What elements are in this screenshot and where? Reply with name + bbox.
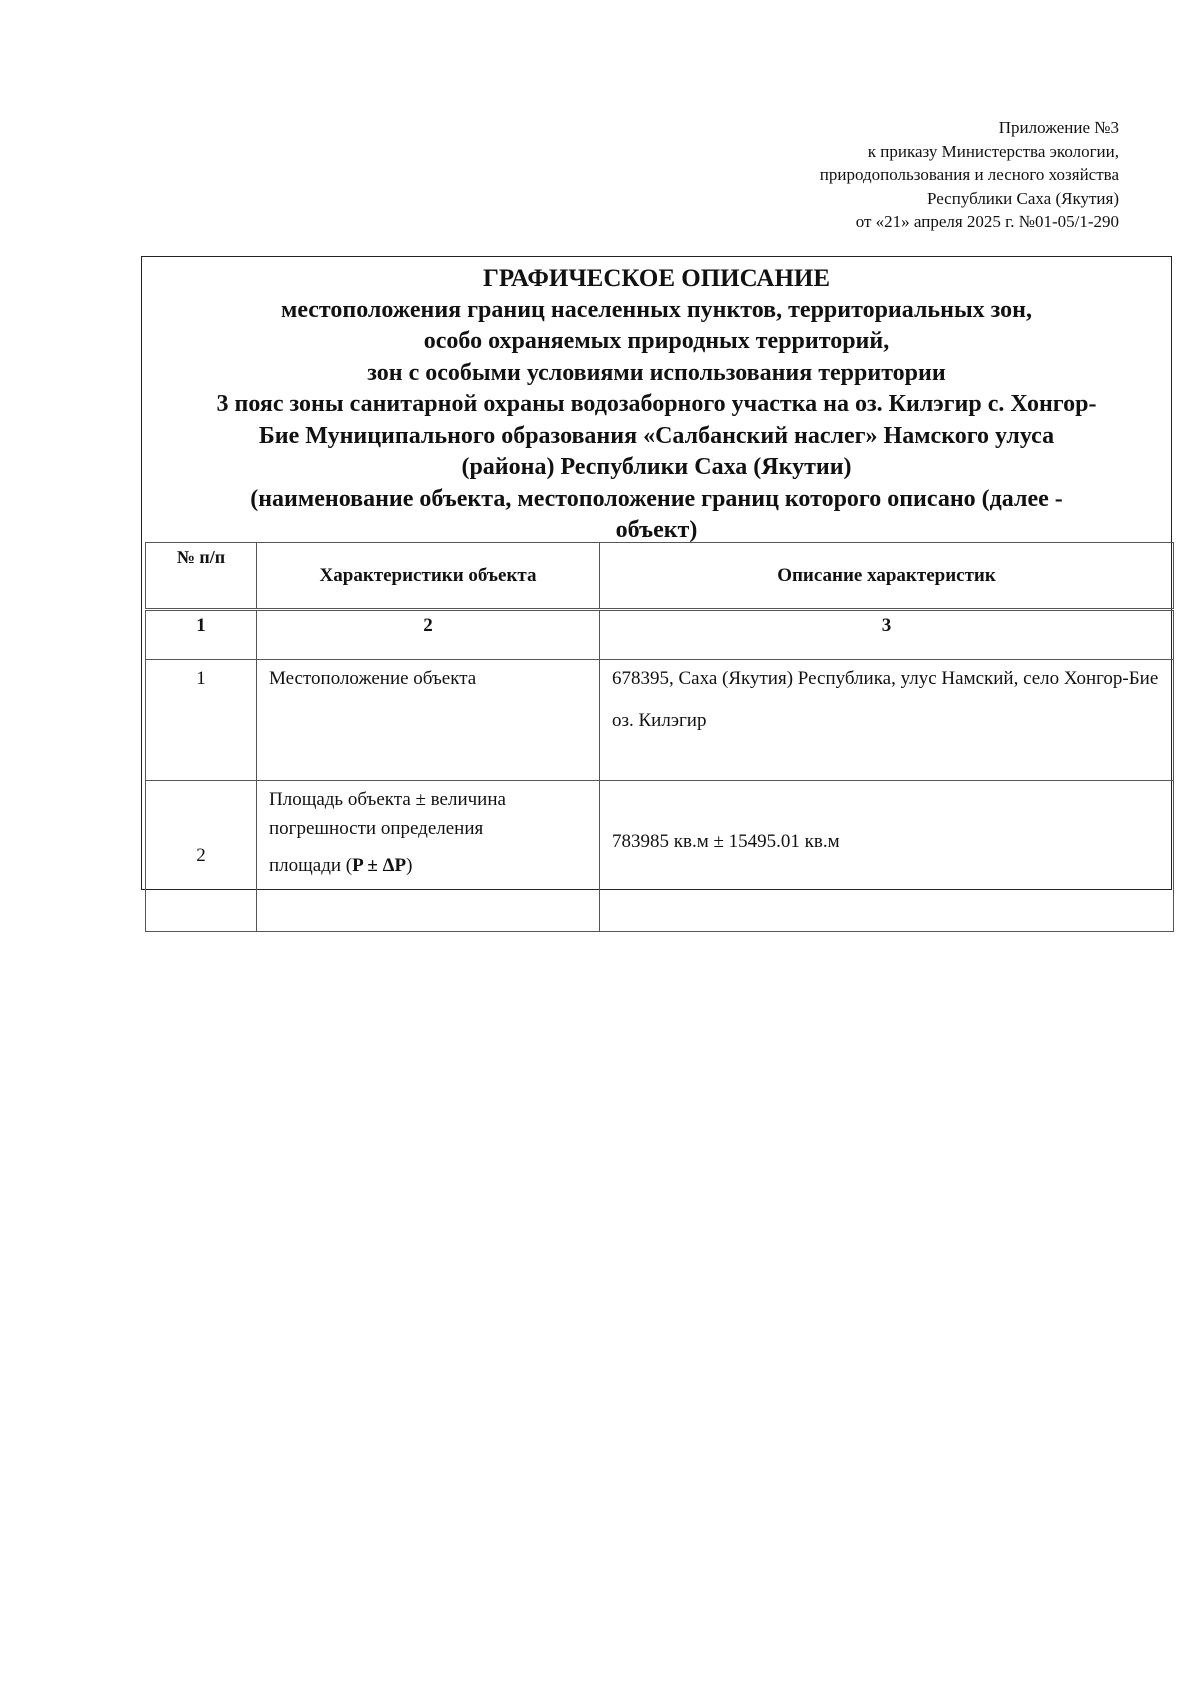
appendix-line: Приложение №3 xyxy=(998,118,1119,137)
title-line: (наименование объекта, местоположение границ которого описано (далее - xyxy=(250,485,1063,512)
characteristic-line: Площадь объекта ± величина xyxy=(269,789,506,810)
document-title: ГРАФИЧЕСКОЕ ОПИСАНИЕ xyxy=(482,265,831,292)
title-block xyxy=(142,263,1171,547)
appendix-line: к приказу Министерства экологии, xyxy=(867,141,1119,161)
appendix-line: от «21» апреля 2025 г. №01-05/1-290 xyxy=(855,212,1119,231)
table-header-row xyxy=(146,543,1174,610)
appendix-line: природопользования и лесного хозяйства xyxy=(819,165,1119,184)
appendix-header xyxy=(820,116,1119,234)
row-description xyxy=(600,660,1174,781)
title-line: Бие Муниципального образования «Салбанский наслег» Намского улуса xyxy=(258,422,1055,449)
index-cell: 3 xyxy=(600,610,1174,660)
table-row xyxy=(146,781,1174,932)
header-description: Описание характеристик xyxy=(600,543,1174,610)
row-description: 783985 кв.м ± 15495.01 кв.м xyxy=(600,781,1174,932)
table-row xyxy=(146,660,1174,781)
appendix-line: Республики Саха (Якутия) xyxy=(926,188,1119,208)
table-index-row xyxy=(146,610,1174,660)
document-frame xyxy=(141,256,1172,890)
characteristic-text: ) xyxy=(406,855,413,876)
row-number: 1 xyxy=(146,660,257,781)
title-line: зон с особыми условиями использования территории xyxy=(367,359,946,386)
area-formula: P ± ΔP xyxy=(352,855,407,876)
characteristic-line: погрешности определения xyxy=(269,818,484,839)
title-line: 3 пояс зоны санитарной охраны водозаборного участка на оз. Килэгир с. Хонгор- xyxy=(216,391,1097,417)
title-line: объект) xyxy=(615,517,698,543)
location-address: 678395, Саха (Якутия) Республика, улус Намский, село Хонгор-Бие xyxy=(612,668,1159,689)
title-line: (района) Республики Саха (Якутии) xyxy=(461,454,852,480)
characteristics-table xyxy=(145,542,1174,932)
header-characteristic: Характеристики объекта xyxy=(257,543,600,610)
title-line: местоположения границ населенных пунктов, территориальных зон, xyxy=(280,296,1033,323)
title-line: особо охраняемых природных территорий, xyxy=(423,328,890,354)
header-number: № п/п xyxy=(146,543,257,610)
row-characteristic: Местоположение объекта xyxy=(257,660,600,781)
characteristic-line xyxy=(269,851,599,880)
row-number: 2 xyxy=(146,781,257,932)
location-lake: оз. Килэгир xyxy=(612,710,707,731)
row-characteristic xyxy=(257,781,600,932)
characteristic-text: площади ( xyxy=(269,855,353,876)
index-cell: 1 xyxy=(146,610,257,660)
index-cell: 2 xyxy=(257,610,600,660)
